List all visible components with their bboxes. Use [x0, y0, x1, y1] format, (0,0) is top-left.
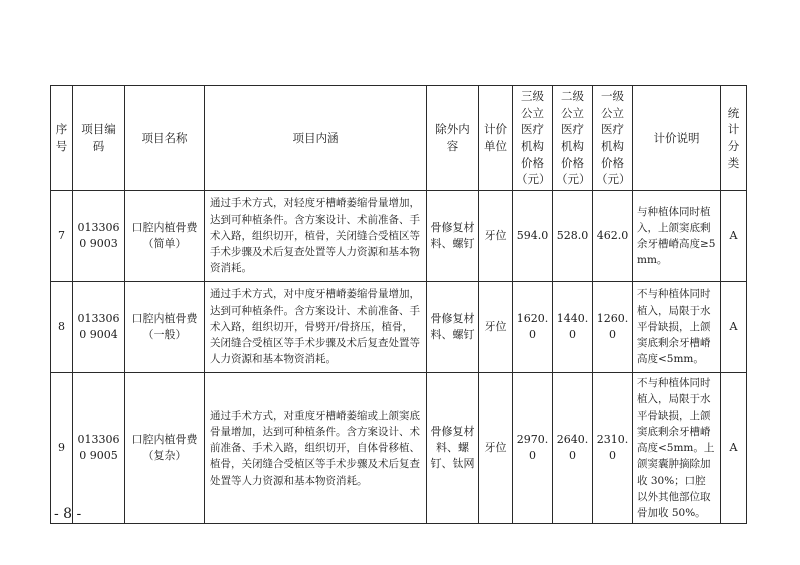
header-content: 项目内涵: [205, 86, 427, 191]
cell-name: 口腔内植骨费（复杂）: [125, 373, 205, 524]
cell-price-level3: 1620.0: [513, 282, 553, 373]
cell-content: 通过手术方式，对轻度牙槽嵴萎缩骨量增加，达到可种植条件。含方案设计、术前准备、手术入路，组织切开，植骨，关闭缝合受植区等手术步骤及术后复查处置等人力资源和基本物资消耗。: [205, 191, 427, 282]
cell-unit: 牙位: [479, 191, 513, 282]
cell-name: 口腔内植骨费（简单）: [125, 191, 205, 282]
header-price-level2: 二级公立医疗机构价格（元）: [553, 86, 593, 191]
cell-price-level1: 462.0: [593, 191, 633, 282]
header-seq: 序号: [51, 86, 73, 191]
cell-price-level3: 2970.0: [513, 373, 553, 524]
cell-category: A: [721, 191, 747, 282]
cell-category: A: [721, 282, 747, 373]
cell-seq: 7: [51, 191, 73, 282]
cell-price-level2: 2640.0: [553, 373, 593, 524]
cell-code: 0133060 9003: [73, 191, 125, 282]
cell-unit: 牙位: [479, 282, 513, 373]
header-price-level3: 三级公立医疗机构价格（元）: [513, 86, 553, 191]
table-header-row: [51, 86, 747, 191]
cell-note: 与种植体同时植入，上颌窦底剩余牙槽嵴高度≥5mm。: [633, 191, 721, 282]
page-number: - 8 -: [54, 506, 82, 522]
cell-excluded: 骨修复材料、螺钉: [427, 191, 479, 282]
header-category: 统计分类: [721, 86, 747, 191]
cell-price-level2: 528.0: [553, 191, 593, 282]
cell-price-level1: 1260.0: [593, 282, 633, 373]
cell-excluded: 骨修复材料、螺钉、钛网: [427, 373, 479, 524]
cell-note: 不与种植体同时植入，局限于水平骨缺损，上颌窦底剩余牙槽嵴高度<5mm。: [633, 282, 721, 373]
table-row: [51, 282, 747, 373]
cell-category: A: [721, 373, 747, 524]
header-code: 项目编码: [73, 86, 125, 191]
cell-content: 通过手术方式，对中度牙槽嵴萎缩骨量增加，达到可种植条件。含方案设计、术前准备、手术入路，组织切开，骨劈开/骨挤压，植骨，关闭缝合受植区等手术步骤及术后复查处置等人力资源和基本物资消耗。: [205, 282, 427, 373]
cell-name: 口腔内植骨费（一般）: [125, 282, 205, 373]
header-price-level1: 一级公立医疗机构价格（元）: [593, 86, 633, 191]
header-excluded: 除外内容: [427, 86, 479, 191]
header-unit: 计价单位: [479, 86, 513, 191]
cell-price-level3: 594.0: [513, 191, 553, 282]
cell-note: 不与种植体同时植入，局限于水平骨缺损，上颌窦底剩余牙槽嵴高度<5mm。上颌窦囊肿摘除加收 30%；口腔以外其他部位取骨加收 50%。: [633, 373, 721, 524]
table-row: [51, 191, 747, 282]
cell-code: 0133060 9004: [73, 282, 125, 373]
cell-excluded: 骨修复材料、螺钉: [427, 282, 479, 373]
cell-code: 0133060 9005: [73, 373, 125, 524]
cell-price-level1: 2310.0: [593, 373, 633, 524]
cell-seq: 8: [51, 282, 73, 373]
header-name: 项目名称: [125, 86, 205, 191]
cell-unit: 牙位: [479, 373, 513, 524]
fee-table: [50, 85, 747, 524]
cell-content: 通过手术方式，对重度牙槽嵴萎缩或上颌窦底骨量增加，达到可种植条件。含方案设计、术前准备、手术入路，组织切开，自体骨移植、植骨，关闭缝合受植区等手术步骤及术后复查处置等人力资源和基本物资消耗。: [205, 373, 427, 524]
header-note: 计价说明: [633, 86, 721, 191]
cell-price-level2: 1440.0: [553, 282, 593, 373]
table-row: [51, 373, 747, 524]
cell-seq: 9: [51, 373, 73, 524]
